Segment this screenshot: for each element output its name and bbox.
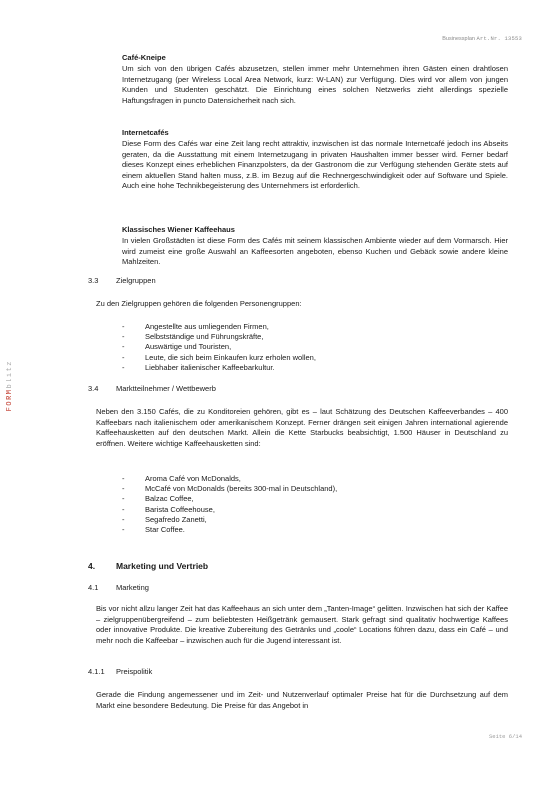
- cafe-kneipe-text: Um sich von den übrigen Cafés abzusetzen, stellen immer mehr Unternehmen ihren Gästen einen drahtlosen Internetzugang (per Wireless Local Area Network, kurz: W-LAN) zur Verfügung. Dies wird vor allem von jungen Kunden und Studenten geschätzt. Die Einrichtung eines solchen Netzwerks zieht allerdings spezielle Haftungsfragen in puncto Datensicherheit nach sich.: [122, 64, 508, 105]
- list-item: - Aroma Café von McDonalds,: [122, 474, 337, 484]
- zielgruppen-list: [122, 322, 316, 373]
- page-footer: Seite 6/14: [488, 733, 522, 740]
- internetcafes-heading: Internetcafés: [122, 128, 169, 137]
- section-4-number: 4.: [88, 561, 96, 571]
- wiener-kaffeehaus-text: In vielen Großstädten ist diese Form des Cafés mit seinem klassischen Ambiente wieder auf dem Vormarsch. Hier wird zumeist eine große Auswahl an Kaffeesorten angeboten, ebenso Kuchen und Gebäck sowie andere kleine Mahlzeiten.: [122, 236, 508, 267]
- list-item: - Angestellte aus umliegenden Firmen,: [122, 322, 316, 332]
- internetcafes-text: Diese Form des Cafés war eine Zeit lang recht attraktiv, inzwischen ist das normale Internetcafé jedoch ins Abseits geraten, da die Ausstattung mit einem Internetzugang in privaten Haushalten immer besser wird. Ferner bedarf dieses Konzept eines erheblichen Finanzpolsters, da der Gastronom die zur Verfügung stehenden Geräte stets auf einem aktuellen Stand halten muss, z.B. im Bezug auf die Rechnergeschwindigkeit oder auf Software und Spiele. Auch eine hohe Technikbegeisterung des Unternehmers ist erforderlich.: [122, 139, 508, 191]
- section-4-1-1-number: 4.1.1: [88, 667, 105, 676]
- wettbewerb-text-body: Neben den 3.150 Cafés, die zu Konditoreien gehören, gibt es – laut Schätzung des Deutschen Kaffeeverbandes – 400 Kaffeebars nach italienischem oder amerikanischem Konzept. Ferner drängen seit einigen Jahren international agierende Kaffeehausketten auf den deutschen Markt. Allein die Kette Starbucks beabsichtigt, 1.500 Häuser in Deutschland zu eröffnen. Weitere wichtige Kaffeehausketten sind:: [96, 407, 508, 448]
- cafe-kneipe-heading: Café-Kneipe: [122, 53, 166, 62]
- header-doc-ref: Art.Nr. 13553: [476, 35, 522, 42]
- wiener-kaffeehaus-heading: Klassisches Wiener Kaffeehaus: [122, 225, 235, 234]
- section-3-4-title: Marktteilnehmer / Wettbewerb: [116, 384, 216, 393]
- preispolitik-text: Gerade die Findung angemessener und im Zeit- und Nutzenverlauf optimaler Preise hat für die Durchsetzung auf dem Markt eine besondere Bedeutung. Die Preise für das Angebot in: [96, 690, 508, 710]
- watermark-part1: FORM: [6, 388, 14, 412]
- list-item: - Star Coffee.: [122, 525, 337, 535]
- wettbewerb-text: [96, 407, 508, 449]
- section-4-1-title: Marketing: [116, 583, 149, 592]
- formblitz-watermark: [6, 360, 24, 411]
- header-title: Businessplan: [442, 36, 475, 42]
- section-4-1-1-title: Preispolitik: [116, 667, 153, 676]
- page-header: [442, 35, 522, 42]
- watermark-part2: blitz: [6, 360, 14, 389]
- list-item: - McCafé von McDonalds (bereits 300-mal in Deutschland),: [122, 484, 337, 494]
- list-item: - Selbstständige und Führungskräfte,: [122, 332, 316, 342]
- list-item: - Balzac Coffee,: [122, 494, 337, 504]
- kaffeehausketten-list: [122, 474, 337, 535]
- section-4-1-number: 4.1: [88, 583, 99, 592]
- section-3-3-number: 3.3: [88, 276, 99, 285]
- section-3-4-number: 3.4: [88, 384, 99, 393]
- list-item: - Auswärtige und Touristen,: [122, 342, 316, 352]
- marketing-text: Bis vor nicht allzu langer Zeit hat das Kaffeehaus an sich unter dem „Tanten-Image“ gelitten. Inzwischen hat sich der Kaffee – zielgruppenübergreifend – zum beliebtesten Heißgetränk gemausert. Stark gefragt sind qualitativ hochwertige Kaffees oder innovative Produkte. Die kreative Zubereitung des Getränks und „coole“ Locations führen dazu, dass ein Café – und mehr noch die Kaffeebar – inzwischen auch für die Jugend interessant ist.: [96, 604, 508, 645]
- list-item: - Leute, die sich beim Einkaufen kurz erholen wollen,: [122, 353, 316, 363]
- section-4-title: Marketing und Vertrieb: [116, 561, 209, 571]
- zielgruppen-intro: Zu den Zielgruppen gehören die folgenden Personengruppen:: [96, 299, 302, 308]
- list-item: - Liebhaber italienischer Kaffeebarkultur.: [122, 363, 316, 373]
- section-3-3-title: Zielgruppen: [116, 276, 156, 285]
- list-item: - Barista Coffeehouse,: [122, 505, 337, 515]
- list-item: - Segafredo Zanetti,: [122, 515, 337, 525]
